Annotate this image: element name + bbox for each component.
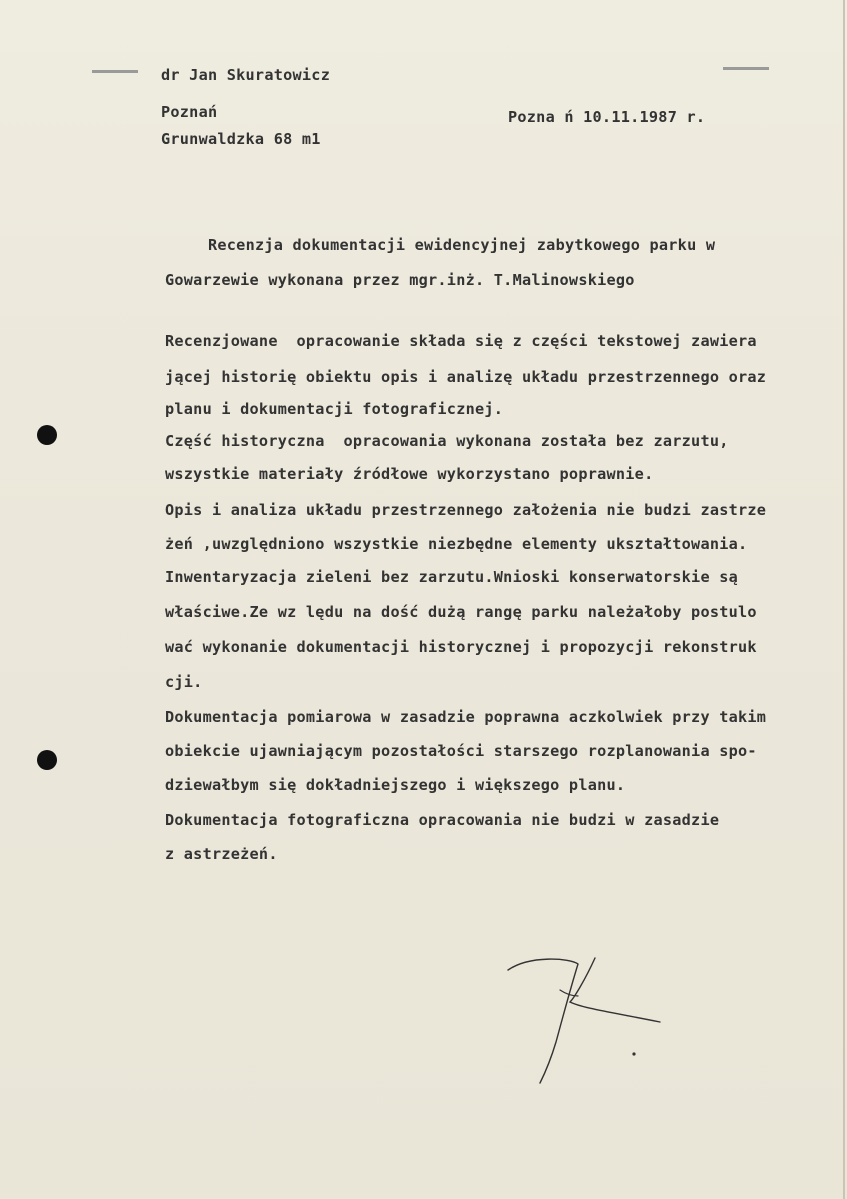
body-line: cji. <box>165 673 203 691</box>
body-line: dziewałbym się dokładniejszego i większego planu. <box>165 776 626 794</box>
fold-mark-left <box>92 70 138 73</box>
body-line: Dokumentacja pomiarowa w zasadzie poprawna aczkolwiek przy takim <box>165 708 767 726</box>
subject-line-1: Recenzja dokumentacji ewidencyjnej zabytkowego parku w <box>208 236 716 254</box>
body-line: obiekcie ujawniającym pozostałości starszego rozplanowania spo- <box>165 742 757 760</box>
fold-mark-right <box>723 67 769 70</box>
page-edge <box>843 0 845 1199</box>
sender-city: Poznań <box>161 103 218 121</box>
body-line: wszystkie materiały źródłowe wykorzystano poprawnie. <box>165 465 654 483</box>
handwritten-signature <box>500 950 670 1090</box>
sender-name: dr Jan Skuratowicz <box>161 66 331 84</box>
body-line: Część historyczna opracowania wykonana została bez zarzutu, <box>165 432 729 450</box>
body-line: Dokumentacja fotograficzna opracowania nie budzi w zasadzie <box>165 811 720 829</box>
body-line: Opis i analiza układu przestrzennego założenia nie budzi zastrze <box>165 501 767 519</box>
body-line: żeń ,uwzględniono wszystkie niezbędne elementy ukształtowania. <box>165 535 748 553</box>
body-line: Inwentaryzacja zieleni bez zarzutu.Wnioski konserwatorskie są <box>165 568 739 586</box>
sender-address: Grunwaldzka 68 m1 <box>161 130 321 148</box>
body-line: wać wykonanie dokumentacji historycznej i propozycji rekonstruk <box>165 638 757 656</box>
body-line: z astrzeżeń. <box>165 845 278 863</box>
subject-line-2: Gowarzewie wykonana przez mgr.inż. T.Malinowskiego <box>165 271 635 289</box>
body-line: planu i dokumentacji fotograficznej. <box>165 400 504 418</box>
body-line: jącej historię obiektu opis i analizę układu przestrzennego oraz <box>165 368 767 386</box>
punch-hole-bottom <box>37 750 57 770</box>
letter-date: Pozna ń 10.11.1987 r. <box>508 108 706 126</box>
punch-hole-top <box>37 425 57 445</box>
body-line: Recenzjowane opracowanie składa się z części tekstowej zawiera <box>165 332 757 350</box>
body-line: właściwe.Ze wz lędu na dość dużą rangę parku należałoby postulo <box>165 603 757 621</box>
